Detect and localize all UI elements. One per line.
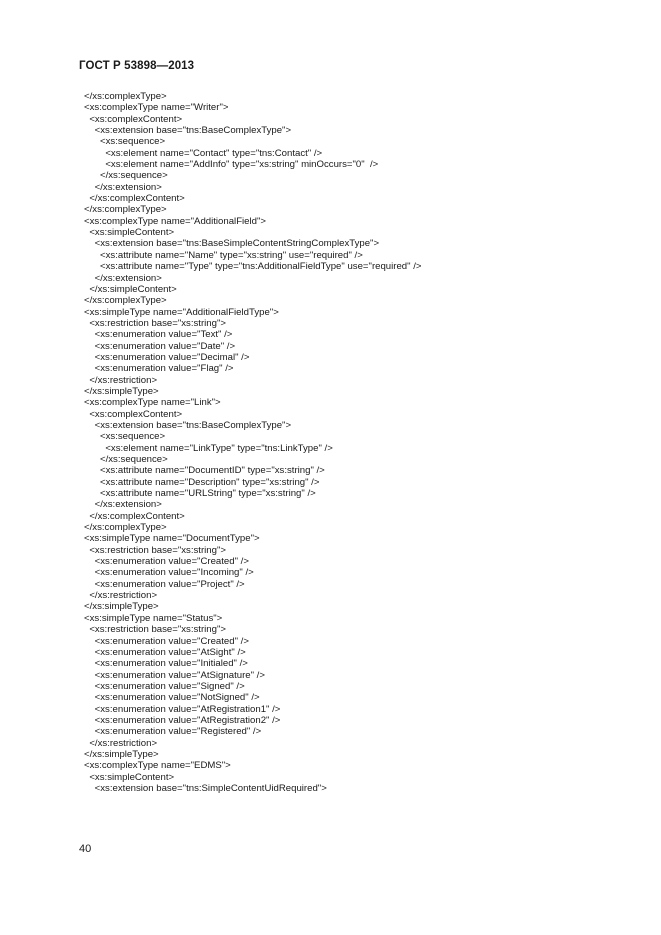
code-line: <xs:sequence> xyxy=(84,431,166,443)
code-line: <xs:restriction base="xs:string"> xyxy=(84,624,226,636)
code-line: <xs:simpleContent> xyxy=(84,771,175,783)
code-line: <xs:enumeration value="NotSigned" /> xyxy=(84,692,260,704)
code-line: <xs:complexType name="Writer"> xyxy=(84,102,229,114)
code-line: <xs:attribute name="DocumentID" type="xs:string" /> xyxy=(84,465,325,477)
code-line: <xs:enumeration value="Project" /> xyxy=(84,578,245,590)
code-line: <xs:extension base="tns:BaseSimpleContentStringComplexType"> xyxy=(84,238,380,250)
code-line: <xs:enumeration value="AtRegistration2" /> xyxy=(84,714,281,726)
code-line: <xs:enumeration value="AtSignature" /> xyxy=(84,669,265,681)
xml-schema-listing xyxy=(84,91,624,794)
code-line: <xs:simpleType name="Status"> xyxy=(84,612,223,624)
code-line: <xs:complexType name="AdditionalField"> xyxy=(84,215,266,227)
code-line: </xs:restriction> xyxy=(84,737,158,749)
code-line: <xs:attribute name="URLString" type="xs:string" /> xyxy=(84,488,316,500)
code-line: </xs:sequence> xyxy=(84,454,168,465)
code-line: <xs:enumeration value="Initialed" /> xyxy=(84,658,248,670)
code-line: <xs:complexType name="Link"> xyxy=(84,397,221,409)
code-line: <xs:enumeration value="Created" /> xyxy=(84,635,249,647)
code-line: <xs:enumeration value="Flag" /> xyxy=(84,363,234,375)
code-line: <xs:complexContent> xyxy=(84,113,183,125)
code-line: <xs:complexType name="EDMS"> xyxy=(84,760,231,772)
code-line: <xs:enumeration value="Incoming" /> xyxy=(84,567,254,579)
code-line: </xs:complexContent> xyxy=(84,193,185,205)
code-line: <xs:simpleContent> xyxy=(84,227,175,239)
code-line: <xs:attribute name="Name" type="xs:string" use="required" /> xyxy=(84,249,363,261)
code-line: <xs:enumeration value="AtSight" /> xyxy=(84,646,246,658)
code-line: <xs:restriction base="xs:string"> xyxy=(84,544,226,556)
code-line: </xs:extension> xyxy=(84,499,162,511)
code-line: </xs:restriction> xyxy=(84,590,158,602)
code-line: <xs:enumeration value="Date" /> xyxy=(84,340,236,352)
code-line: </xs:extension> xyxy=(84,181,162,193)
page-number: 40 xyxy=(79,843,92,855)
code-line: <xs:enumeration value="Text" /> xyxy=(84,329,233,341)
code-line: </xs:complexType> xyxy=(84,295,167,307)
code-line: <xs:element name="Contact" type="tns:Contact" /> xyxy=(84,147,323,159)
code-line: <xs:enumeration value="Registered" /> xyxy=(84,726,262,738)
code-line: </xs:complexType> xyxy=(84,204,167,216)
code-line: </xs:extension> xyxy=(84,272,162,284)
code-line: </xs:simpleType> xyxy=(84,601,159,613)
code-line: </xs:complexType> xyxy=(84,91,167,102)
code-line: </xs:simpleType> xyxy=(84,385,159,397)
code-line: <xs:element name="AddInfo" type="xs:string" minOccurs="0" /> xyxy=(84,159,379,171)
code-line: </xs:simpleContent> xyxy=(84,283,177,295)
code-line: </xs:simpleType> xyxy=(84,748,159,760)
code-line: <xs:extension base="tns:BaseComplexType"> xyxy=(84,419,292,431)
code-line: <xs:attribute name="Description" type="xs:string" /> xyxy=(84,476,320,488)
code-line: <xs:extension base="tns:SimpleContentUidRequired"> xyxy=(84,782,327,794)
document-header: ГОСТ Р 53898—2013 xyxy=(79,60,195,72)
code-line: <xs:enumeration value="AtRegistration1" /> xyxy=(84,703,281,715)
code-line: <xs:enumeration value="Created" /> xyxy=(84,556,249,568)
code-line: </xs:complexType> xyxy=(84,522,167,534)
code-line: <xs:restriction base="xs:string"> xyxy=(84,317,226,329)
code-line: </xs:complexContent> xyxy=(84,510,185,522)
code-line: <xs:attribute name="Type" type="tns:AdditionalFieldType" use="required" /> xyxy=(84,261,422,273)
code-line: <xs:element name="LinkType" type="tns:LinkType" /> xyxy=(84,442,333,454)
code-line: </xs:sequence> xyxy=(84,170,168,182)
code-line: <xs:sequence> xyxy=(84,136,166,148)
code-line: <xs:simpleType name="AdditionalFieldType"> xyxy=(84,306,279,318)
code-line: <xs:simpleType name="DocumentType"> xyxy=(84,533,260,545)
code-line: <xs:enumeration value="Decimal" /> xyxy=(84,351,250,363)
code-line: <xs:complexContent> xyxy=(84,408,183,420)
code-line: </xs:restriction> xyxy=(84,374,158,386)
code-line: <xs:enumeration value="Signed" /> xyxy=(84,680,245,692)
code-line: <xs:extension base="tns:BaseComplexType"> xyxy=(84,125,292,137)
